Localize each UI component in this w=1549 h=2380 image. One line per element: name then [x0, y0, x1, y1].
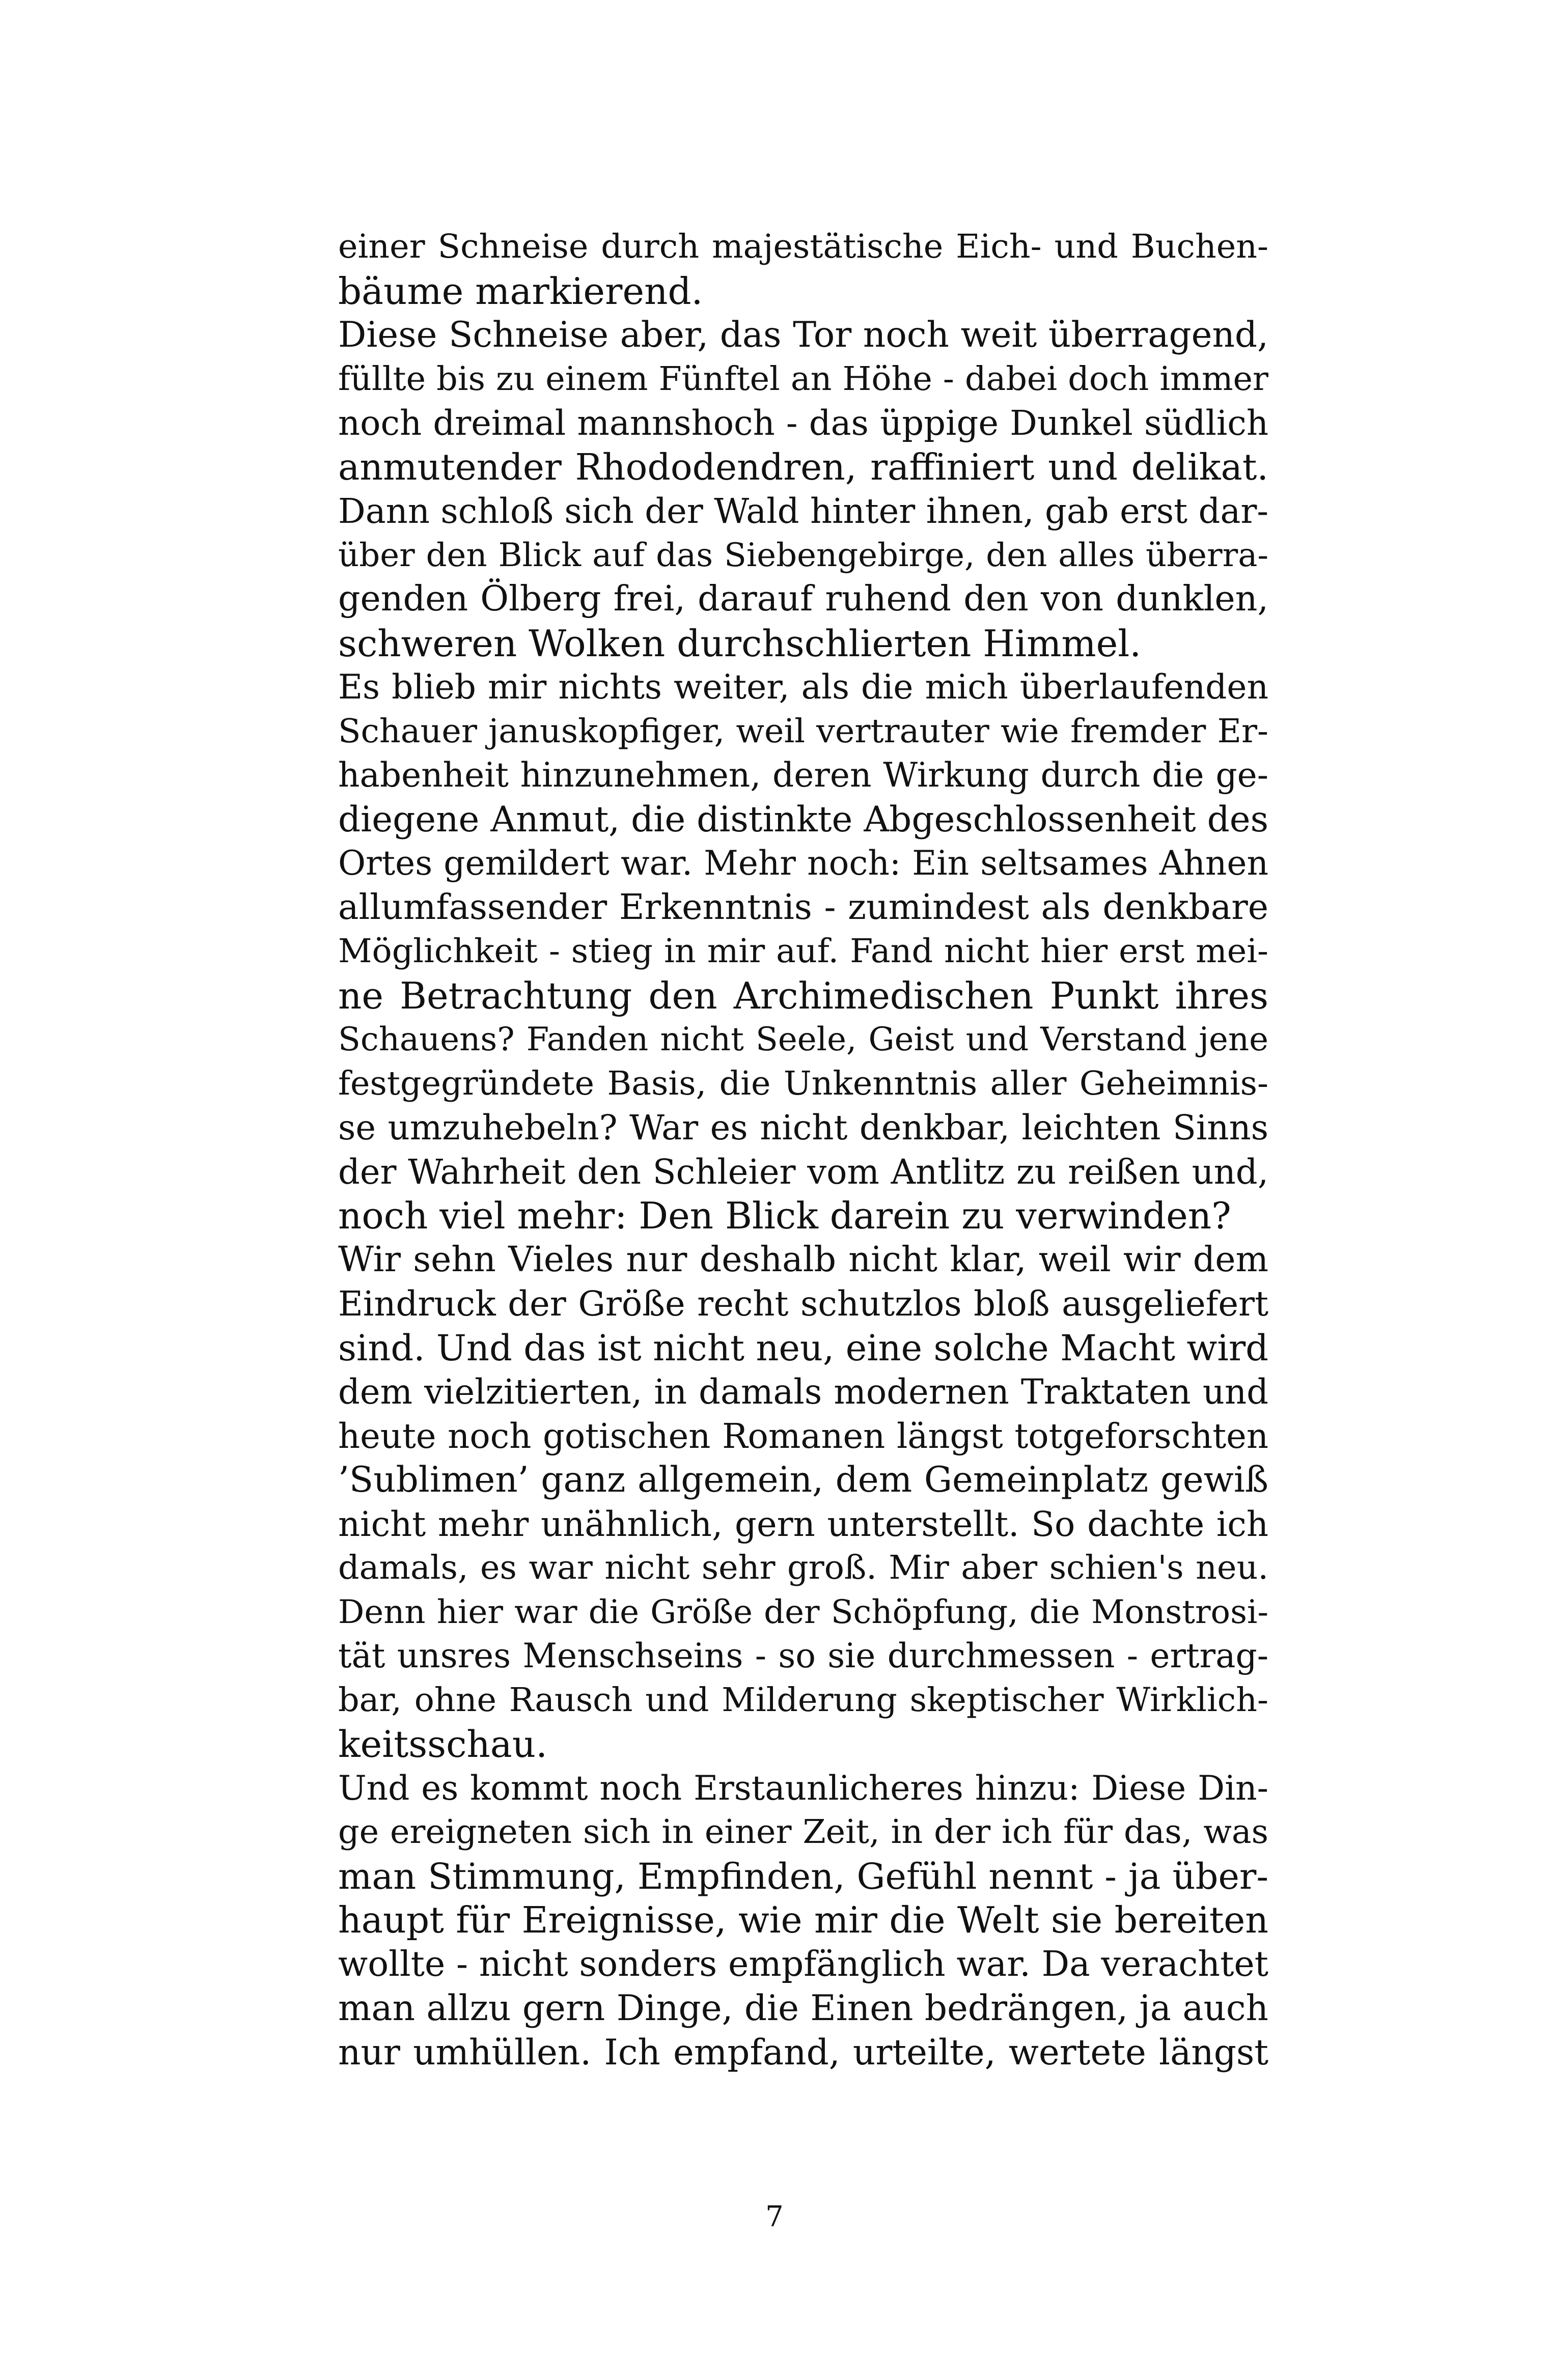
text-line: Dann schloß sich der Wald hinter ihnen, gab erst dar-: [338, 491, 1268, 531]
text-line: bar, ohne Rausch und Milderung skeptischer Wirklich-: [338, 1681, 1268, 1719]
text-line: Eindruck der Größe recht schutzlos bloß ausgeliefert: [338, 1284, 1268, 1324]
text-line: anmutender Rhododendren, raffiniert und delikat.: [338, 445, 1268, 488]
body-text: [338, 225, 1268, 2075]
text-line: Denn hier war die Größe der Schöpfung, die Monstrosi-: [338, 1593, 1268, 1631]
text-line: Ortes gemildert war. Mehr noch: Ein seltsames Ahnen: [338, 844, 1268, 883]
text-line: man Stimmung, Empfinden, Gefühl nennt - ja über-: [338, 1855, 1268, 1897]
text-line: nicht mehr unähnlich, gern unterstellt. So dachte ich: [338, 1504, 1268, 1544]
text-line: wollte - nicht sonders empfänglich war. Da verachtet: [338, 1944, 1268, 1984]
text-line: haupt für Ereignisse, wie mir die Welt sie bereiten: [338, 1899, 1268, 1941]
text-line: man allzu gern Dinge, die Einen bedrängen, ja auch: [338, 1988, 1268, 2029]
page-number: 7: [765, 2200, 784, 2233]
text-line: keitsschau.: [338, 1723, 547, 1766]
text-line: festgegründete Basis, die Unkenntnis aller Geheimnis-: [338, 1064, 1268, 1103]
text-line: Möglichkeit - stieg in mir auf. Fand nicht hier erst mei-: [338, 932, 1268, 970]
text-line: Wir sehn Vieles nur deshalb nicht klar, weil wir dem: [338, 1239, 1268, 1280]
text-line: ’Sublimen’ ganz allgemein, dem Gemeinplatz gewiß: [338, 1460, 1268, 1500]
text-line: einer Schneise durch majestätische Eich- und Buchen-: [338, 228, 1268, 266]
text-line: heute noch gotischen Romanen längst totgeforschten: [338, 1416, 1268, 1456]
text-line: ne Betrachtung den Archimedischen Punkt ihres: [338, 974, 1268, 1017]
text-line: habenheit hinzunehmen, deren Wirkung durch die ge-: [338, 755, 1268, 795]
text-line: Schauer januskopfiger, weil vertrauter wie fremder Er-: [338, 712, 1268, 750]
text-line: der Wahrheit den Schleier vom Antlitz zu reißen und,: [338, 1152, 1268, 1192]
text-line: allumfassender Erkenntnis - zumindest als denkbare: [338, 887, 1268, 928]
text-line: Schauens? Fanden nicht Seele, Geist und Verstand jene: [338, 1021, 1268, 1058]
text-line: tät unsres Menschseins - so sie durchmessen - ertrag-: [338, 1636, 1268, 1675]
text-line: Diese Schneise aber, das Tor noch weit überragend,: [338, 315, 1268, 355]
text-line: noch viel mehr: Den Blick darein zu verwinden?: [338, 1194, 1231, 1237]
text-line: noch dreimal mannshoch - das üppige Dunkel südlich: [338, 403, 1268, 443]
text-line: füllte bis zu einem Fünftel an Höhe - dabei doch immer: [338, 359, 1268, 398]
text-line: schweren Wolken durchschlierten Himmel.: [338, 622, 1142, 665]
text-line: damals, es war nicht sehr groß. Mir aber schien's neu.: [338, 1549, 1268, 1587]
text-line: genden Ölberg frei, darauf ruhend den von dunklen,: [338, 579, 1268, 619]
text-line: Es blieb mir nichts weiter, als die mich überlaufenden: [338, 667, 1268, 707]
text-line: ge ereigneten sich in einer Zeit, in der ich für das, was: [338, 1813, 1268, 1851]
text-line: se umzuhebeln? War es nicht denkbar, leichten Sinns: [338, 1108, 1268, 1147]
text-line: Und es kommt noch Erstaunlicheres hinzu: Diese Din-: [338, 1768, 1268, 1808]
text-line: über den Blick auf das Siebengebirge, den alles überra-: [338, 536, 1268, 574]
text-line: nur umhüllen. Ich empfand, urteilte, wertete längst: [338, 2032, 1268, 2073]
text-line: sind. Und das ist nicht neu, eine solche Macht wird: [338, 1327, 1268, 1369]
text-line: bäume markierend.: [338, 269, 703, 313]
text-line: dem vielzitierten, in damals modernen Traktaten und: [338, 1372, 1268, 1412]
text-line: diegene Anmut, die distinkte Abgeschlossenheit des: [338, 799, 1268, 840]
